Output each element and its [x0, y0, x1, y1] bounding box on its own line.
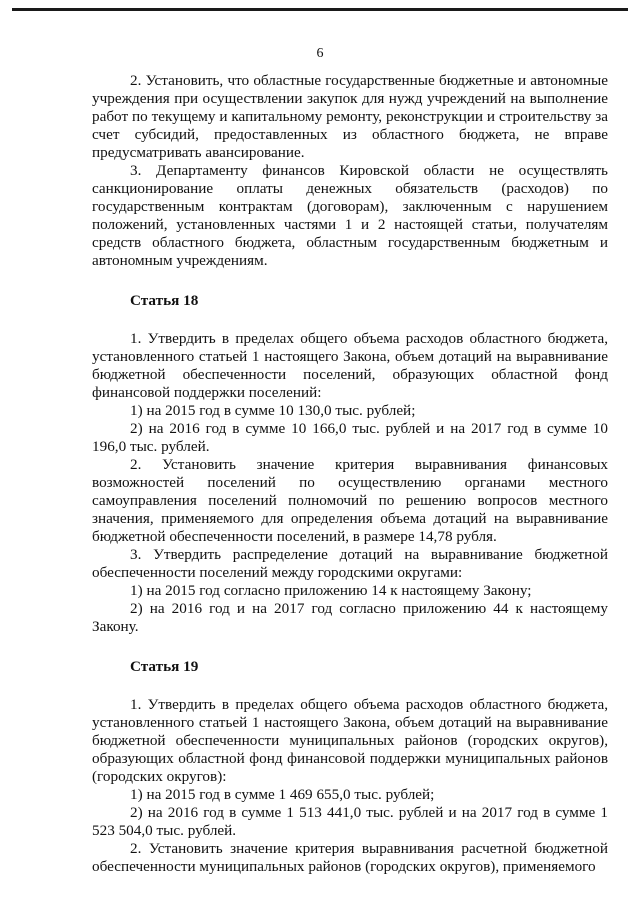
article-heading: Статья 18 — [130, 292, 199, 309]
article-heading: Статья 19 — [130, 658, 199, 675]
paragraph: 2. Установить, что областные государственные бюджетные и автономные учреждения при осуществлении закупок для нужд учреждений на выполнение работ по текущему и капитальному ремонту, реконструкции и строительству за счет субсидий, предоставленных из областного бюджета, не вправе предусматривать авансирование. — [92, 72, 608, 161]
list-item: 1) на 2015 год в сумме 10 130,0 тыс. рублей; — [130, 402, 416, 419]
paragraph: 2. Установить значение критерия выравнивания финансовых возможностей поселений по осуществлению органами местного самоуправления поселений полномочий по решению вопросов местного значения, применяемого для определения объема дотаций на выравнивание бюджетной обеспеченности поселений, в размере 14,78 рубля. — [92, 456, 608, 545]
list-item: 2) на 2016 год в сумме 1 513 441,0 тыс. рублей и на 2017 год в сумме 1 523 504,0 тыс. рублей. — [92, 804, 608, 839]
paragraph: 1. Утвердить в пределах общего объема расходов областного бюджета, установленного статьей 1 настоящего Закона, объем дотаций на выравнивание бюджетной обеспеченности муниципальных районов (городских округов), образующих областной фонд финансовой поддержки муниципальных районов (городских округов): — [92, 696, 608, 785]
paragraph: 2. Установить значение критерия выравнивания расчетной бюджетной обеспеченности муниципальных районов (городских округов), применяемого — [92, 840, 608, 875]
list-item: 2) на 2016 год в сумме 10 166,0 тыс. рублей и на 2017 год в сумме 10 196,0 тыс. рублей. — [92, 420, 608, 455]
paragraph: 3. Утвердить распределение дотаций на выравнивание бюджетной обеспеченности поселений между городскими округами: — [92, 546, 608, 581]
top-border-line — [12, 8, 628, 11]
page-number: 6 — [316, 46, 324, 61]
list-item: 1) на 2015 год в сумме 1 469 655,0 тыс. рублей; — [130, 786, 435, 803]
paragraph: 1. Утвердить в пределах общего объема расходов областного бюджета, установленного статьей 1 настоящего Закона, объем дотаций на выравнивание бюджетной обеспеченности поселений, образующих областной фонд финансовой поддержки поселений: — [92, 330, 608, 401]
paragraph: 3. Департаменту финансов Кировской области не осуществлять санкционирование оплаты денежных обязательств (расходов) по государственным контрактам (договорам), заключенным с нарушением положений, установленных частями 1 и 2 настоящей статьи, получателям средств областного бюджета, областным государственным бюджетным и автономным учреждениям. — [92, 162, 608, 269]
list-item: 1) на 2015 год согласно приложению 14 к настоящему Закону; — [130, 582, 532, 599]
document-body — [92, 72, 608, 876]
list-item: 2) на 2016 год и на 2017 год согласно приложению 44 к настоящему Закону. — [92, 600, 608, 635]
